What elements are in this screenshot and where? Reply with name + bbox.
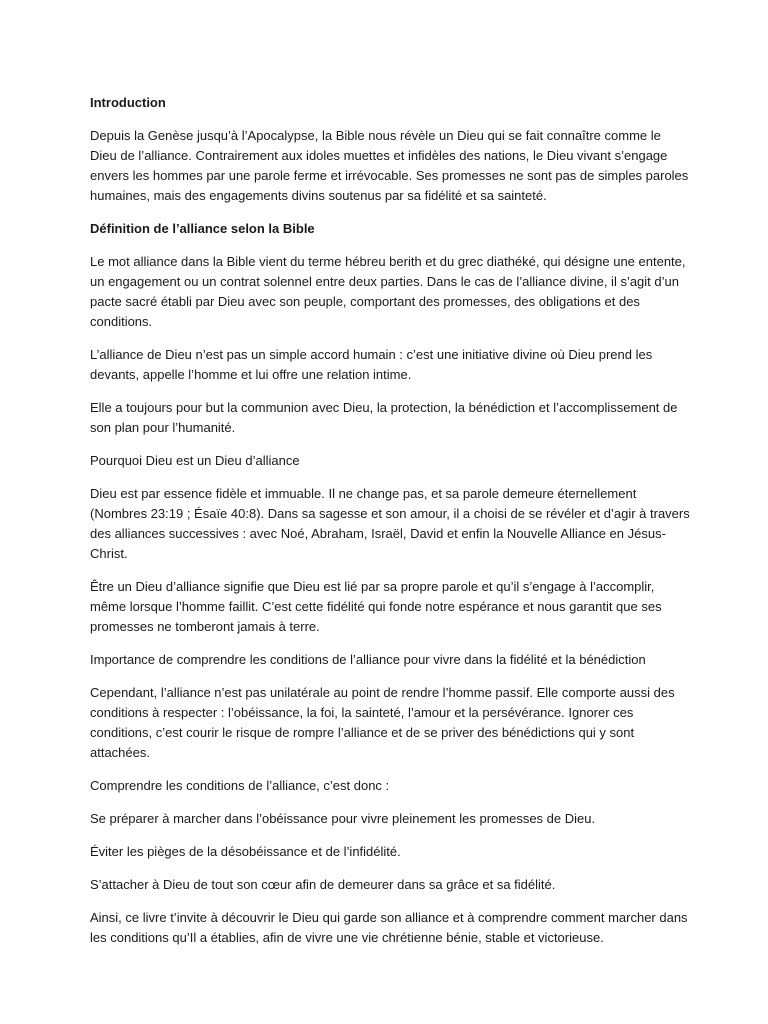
point-paragraph-3: S’attacher à Dieu de tout son cœur afin de demeurer dans sa grâce et sa fidélité. [90,877,556,892]
document-body [90,93,690,961]
definition-paragraph-3: Elle a toujours pour but la communion avec Dieu, la protection, la bénédiction et l’accomplissement de son plan pour l’humanité. [90,400,678,435]
point-paragraph-2: Éviter les pièges de la désobéissance et de l’infidélité. [90,844,401,859]
importance-paragraph-1: Cependant, l’alliance n’est pas unilatérale au point de rendre l’homme passif. Elle comporte aussi des conditions à respecter : l’obéissance, la foi, la sainteté, l’amour et la persévérance. Ignorer ces conditions, c’est courir le risque de rompre l’alliance et de se priver des bénédictions qui y sont attachées. [90,685,675,760]
importance-paragraph-2: Comprendre les conditions de l’alliance, c’est donc : [90,778,390,793]
definition-paragraph-1: Le mot alliance dans la Bible vient du terme hébreu berith et du grec diathéké, qui désigne une entente, un engagement ou un contrat solennel entre deux parties. Dans le cas de l’alliance divine, il s’agit d’un pacte sacré établi par Dieu avec son peuple, comportant des promesses, des obligations et des conditions. [90,254,686,329]
why-paragraph-1: Dieu est par essence fidèle et immuable. Il ne change pas, et sa parole demeure éternellement (Nombres 23:19 ; Ésaïe 40:8). Dans sa sagesse et son amour, il a choisi de se révéler et d’agir à travers des alliances successives : avec Noé, Abraham, Israël, David et enfin la Nouvelle Alliance en Jésus-Christ. [90,486,690,561]
subheading-importance: Importance de comprendre les conditions de l’alliance pour vivre dans la fidélité et la bénédiction [90,652,646,667]
subheading-why: Pourquoi Dieu est un Dieu d’alliance [90,453,300,468]
section-title-introduction: Introduction [90,95,166,110]
intro-paragraph: Depuis la Genèse jusqu’à l’Apocalypse, la Bible nous révèle un Dieu qui se fait connaître comme le Dieu de l’alliance. Contrairement aux idoles muettes et infidèles des nations, le Dieu vivant s’engage envers les hommes par une parole ferme et irrévocable. Ses promesses ne sont pas de simples paroles humaines, mais des engagements divins soutenus par sa fidélité et sa sainteté. [90,128,689,203]
section-title-definition: Définition de l’alliance selon la Bible [90,221,315,236]
point-paragraph-1: Se préparer à marcher dans l’obéissance pour vivre pleinement les promesses de Dieu. [90,811,596,826]
why-paragraph-2: Être un Dieu d’alliance signifie que Dieu est lié par sa propre parole et qu’il s’engage à l’accomplir, même lorsque l’homme faillit. C’est cette fidélité qui fonde notre espérance et nous garantit que ses promesses ne tomberont jamais à terre. [90,579,662,634]
conclusion-paragraph: Ainsi, ce livre t’invite à découvrir le Dieu qui garde son alliance et à comprendre comment marcher dans les conditions qu’Il a établies, afin de vivre une vie chrétienne bénie, stable et victorieuse. [90,910,688,945]
definition-paragraph-2: L’alliance de Dieu n’est pas un simple accord humain : c’est une initiative divine où Dieu prend les devants, appelle l’homme et lui offre une relation intime. [90,347,653,382]
